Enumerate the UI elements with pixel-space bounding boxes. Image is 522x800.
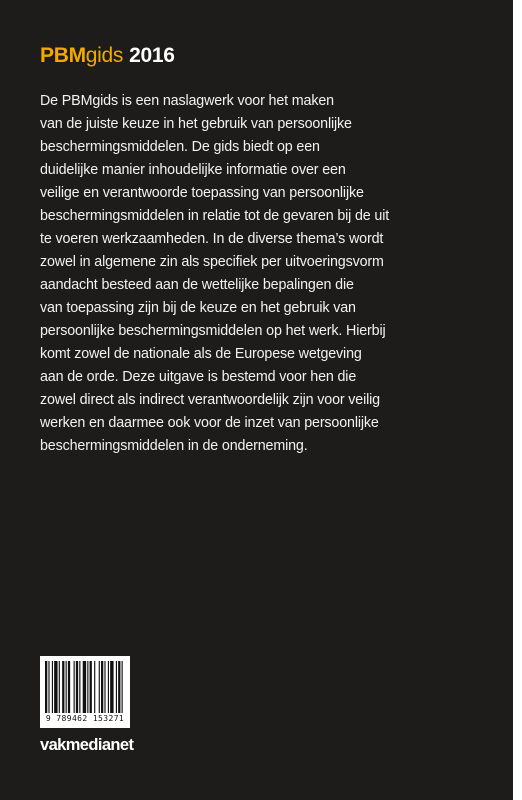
blurb-text	[40, 90, 480, 458]
blurb-line: beschermingsmiddelen in de onderneming.	[40, 438, 308, 454]
blurb-line: aandacht besteed aan de wettelijke bepalingen die	[40, 277, 354, 293]
blurb-line: van de juiste keuze in het gebruik van persoonlijke	[40, 116, 352, 132]
blurb-line: persoonlijke beschermingsmiddelen op het werk. Hierbij	[40, 323, 386, 339]
blurb-line: beschermingsmiddelen in relatie tot de gevaren bij de uit	[40, 208, 390, 224]
book-title	[40, 44, 175, 68]
title-brand-bold: PBM	[40, 44, 86, 67]
blurb-line: beschermingsmiddelen. De gids biedt op een	[40, 139, 320, 155]
blurb-line: veilige en verantwoorde toepassing van persoonlijke	[40, 185, 364, 201]
blurb-line: aan de orde. Deze uitgave is bestemd voor hen die	[40, 369, 357, 385]
isbn-number: 9 789462 153271	[45, 714, 125, 723]
blurb-line: werken en daarmee ook voor de inzet van persoonlijke	[40, 415, 379, 431]
barcode-bars-icon	[45, 661, 125, 713]
blurb-line: te voeren werkzaamheden. In de diverse thema’s wordt	[40, 231, 384, 247]
blurb-line: De PBMgids is een naslagwerk voor het maken	[40, 93, 334, 109]
blurb-line: van toepassing zijn bij de keuze en het gebruik van	[40, 300, 356, 316]
title-year: 2016	[129, 44, 175, 67]
title-brand-light: gids	[85, 44, 124, 67]
publisher-logo: vakmedianet	[40, 736, 134, 754]
blurb-line: zowel direct als indirect verantwoordelijk zijn voor veilig	[40, 392, 380, 408]
blurb-line: duidelijke manier inhoudelijke informatie over een	[40, 162, 346, 178]
isbn-barcode	[40, 656, 130, 728]
blurb-line: zowel in algemene zin als specifiek per uitvoeringsvorm	[40, 254, 384, 270]
blurb-line: komt zowel de nationale als de Europese wetgeving	[40, 346, 362, 362]
